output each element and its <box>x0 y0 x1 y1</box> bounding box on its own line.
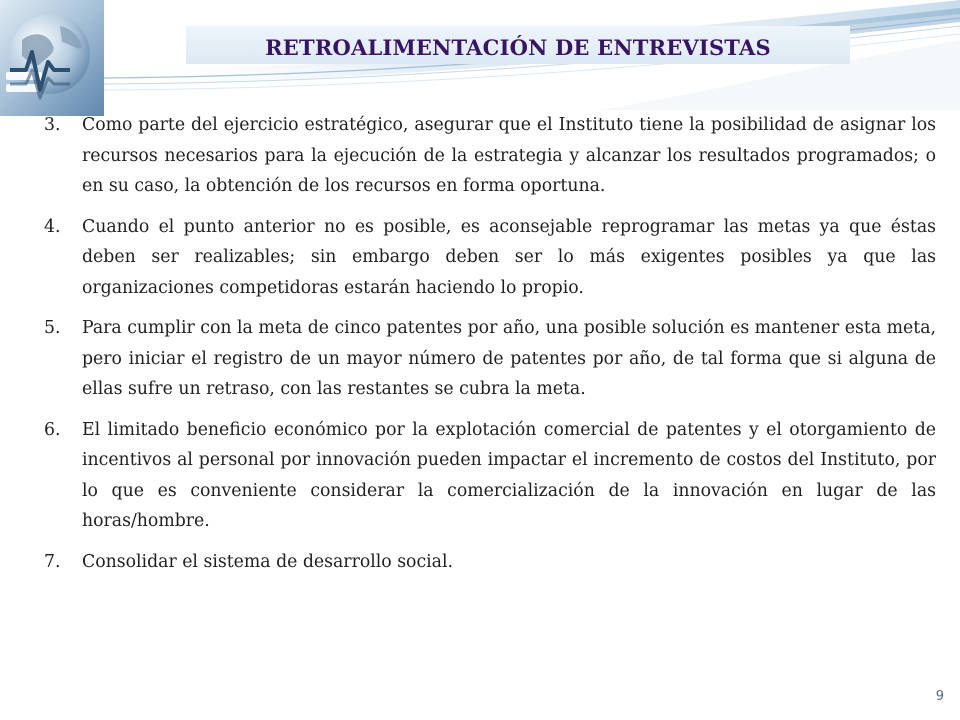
list-item-number: 7. <box>44 551 61 572</box>
list-item-number: 5. <box>44 318 61 338</box>
list-item <box>44 547 936 578</box>
list-item-number: 4. <box>44 216 61 237</box>
page-number: 9 <box>935 689 944 704</box>
list-item-text: Consolidar el sistema de desarrollo social. <box>82 551 453 572</box>
list-item-text: El limitado beneficio económico por la explotación comercial de patentes y el otorgamiento de incentivos al personal por innovación pueden impactar el incremento de costos del Instituto, por lo que es conveniente considerar la comercialización de la innovación en lugar de las horas/hombre. <box>82 419 936 531</box>
list-item-text: Cuando el punto anterior no es posible, es aconsejable reprogramar las metas ya que éstas deben ser realizables; sin embargo deben ser lo más exigentes posibles ya que las organizaciones competidoras estarán haciendo lo propio. <box>82 216 936 298</box>
globe-with-heartbeat-logo-icon <box>0 0 104 116</box>
list-item-text: Para cumplir con la meta de cinco patentes por año, una posible solución es mantener esta meta, pero iniciar el registro de un mayor número de patentes por año, de tal forma que si alguna de ellas sufre un retraso, con las restantes se cubra la meta. <box>82 318 936 399</box>
list-item-number: 3. <box>44 115 61 135</box>
list-item <box>44 110 936 202</box>
institute-logo <box>0 0 104 116</box>
list-item <box>44 415 936 537</box>
list-item <box>44 212 936 304</box>
list-item-number: 6. <box>44 419 61 440</box>
list-item <box>44 313 936 405</box>
slide-title: RETROALIMENTACIÓN DE ENTREVISTAS <box>265 35 771 60</box>
numbered-list <box>44 110 936 587</box>
list-item-text: Como parte del ejercicio estratégico, asegurar que el Instituto tiene la posibilidad de asignar los recursos necesarios para la ejecución de la estrategia y alcanzar los resultados programados; o en su caso, la obtención de los recursos en forma oportuna. <box>82 115 936 196</box>
